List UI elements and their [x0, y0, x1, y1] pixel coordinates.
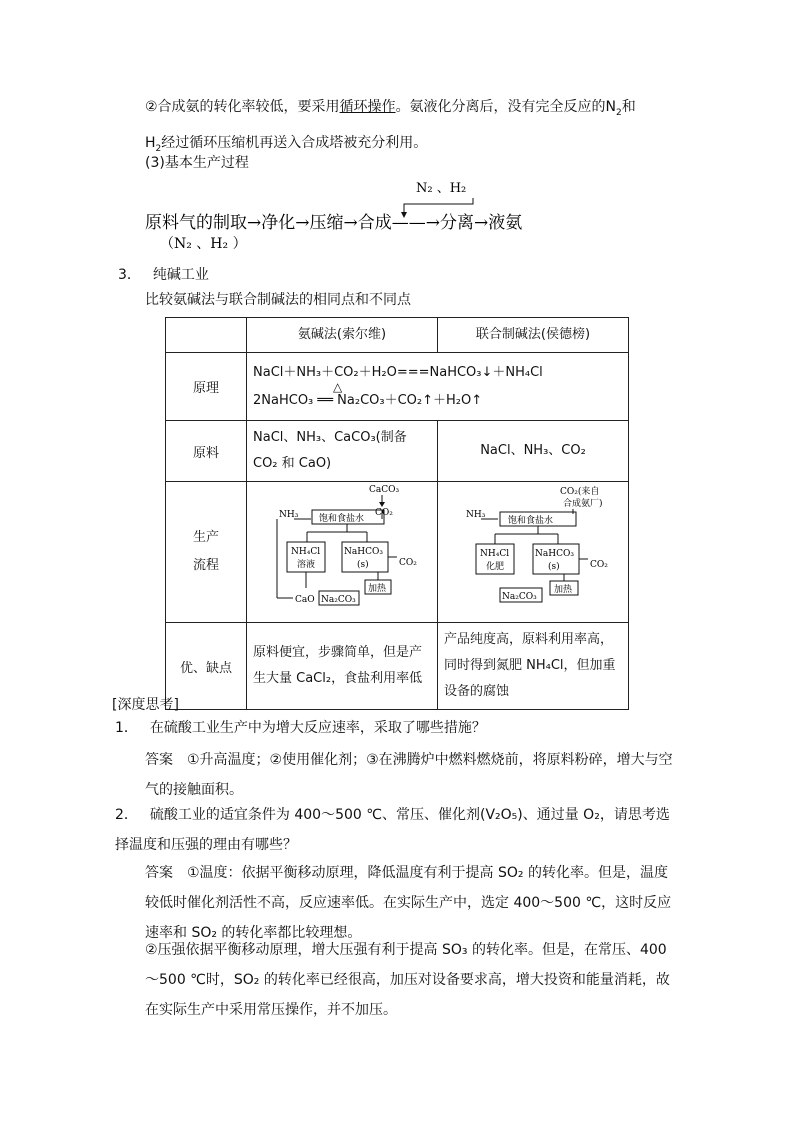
- paragraph-recycle: ②合成氨的转化率较低，要采用循环操作。氨液化分离后，没有完全反应的$N_2$和$H_2$经过循环压缩机再送入合成塔被充分利用。: [145, 99, 636, 154]
- svg-text:NH₃: NH₃: [466, 510, 486, 520]
- svg-text:Na₂CO₃: Na₂CO₃: [502, 592, 537, 602]
- principle-cell: [247, 353, 629, 421]
- compare-title: 比较氨碱法与联合制碱法的相同点和不同点: [145, 292, 411, 308]
- question-1: 1． 在硫酸工业生产中为增大反应速率，采取了哪些措施？: [115, 720, 486, 736]
- heading-soda: 3． 纯碱工业: [118, 267, 209, 283]
- process-hou: [438, 482, 629, 623]
- equation-1: NaCl＋NH₃＋CO₂＋H₂O===NaHCO₃↓＋NH₄Cl: [253, 364, 543, 380]
- hou-flowchart: [438, 482, 628, 618]
- svg-text:NaHCO₃: NaHCO₃: [535, 549, 574, 559]
- col-header-hou: 联合制碱法(侯德榜): [438, 318, 629, 353]
- row-label-materials: 原料: [166, 421, 247, 482]
- svg-text:合成氨厂): 合成氨厂): [563, 499, 603, 509]
- row-label-pros-cons: 优、缺点: [166, 623, 247, 710]
- comparison-table: [165, 317, 629, 710]
- process-ammonia-soda: [247, 482, 438, 623]
- svg-text:加热: 加热: [368, 584, 387, 594]
- svg-text:CO₂(来自: CO₂(来自: [560, 487, 600, 497]
- flow-top-label: N₂ 、H₂: [416, 181, 467, 196]
- svg-text:Na₂CO₃: Na₂CO₃: [321, 595, 356, 605]
- svg-text:(s): (s): [357, 560, 369, 570]
- svg-text:饱和食盐水: 饱和食盐水: [319, 514, 365, 524]
- svg-text:CO₂: CO₂: [590, 560, 608, 570]
- answer-2-pressure: ②压强依据平衡移动原理，增大压强有利于提高 SO₃ 的转化率。但是，在常压、400～500 ℃时，SO₂ 的转化率已经很高，加压对设备要求高，增大投资和能量消耗，故在实际生产中采用常压操作，并不加压。: [145, 942, 670, 1018]
- question-2: 2． 硫酸工业的适宜条件为 400～500 ℃、常压、催化剂(V₂O₅)、通过量 O₂，请思考选择温度和压强的理由有哪些？: [115, 807, 670, 853]
- svg-text:CaCO₃: CaCO₃: [369, 485, 400, 495]
- equation-2: △ 2NaHCO₃ ══ Na₂CO₃＋CO₂↑＋H₂O↑: [253, 387, 622, 415]
- materials-hou: NaCl、NH₃、CO₂: [438, 421, 629, 482]
- svg-text:CO₂: CO₂: [375, 508, 393, 518]
- ammonia-flow-diagram: [140, 170, 570, 260]
- svg-text:化肥: 化肥: [486, 562, 505, 572]
- svg-text:溶液: 溶液: [297, 560, 316, 570]
- pros-cons-ammonia-soda: 原料便宜，步骤简单，但是产生大量 CaCl₂，食盐利用率低: [247, 623, 438, 710]
- materials-ammonia-soda: NaCl、NH₃、CaCO₃(制备 CO₂ 和 CaO): [247, 421, 438, 482]
- flow-main: 原料气的制取→净化→压缩→合成——→分离→液氨: [145, 213, 523, 233]
- flow-sub-label: （N₂ 、H₂ ）: [160, 236, 247, 252]
- svg-text:CO₂: CO₂: [399, 558, 417, 568]
- ammonia-soda-flowchart: [247, 482, 437, 618]
- heat-condition: △: [333, 379, 343, 394]
- section-heading-3: (3)基本生产过程: [145, 155, 249, 171]
- deep-thinking-title: [深度思考]: [112, 697, 179, 713]
- answer-1: 答案 ①升高温度；②使用催化剂；③在沸腾炉中燃料燃烧前，将原料粉碎，增大与空气的接触面积。: [145, 752, 673, 798]
- recycle-arrow: [404, 198, 473, 214]
- answer-2-temperature: 答案 ①温度：依据平衡移动原理，降低温度有利于提高 SO₂ 的转化率。但是，温度较低时催化剂活性不高，反应速率低。在实际生产中，选定 400～500 ℃，这时反应速率和 SO₂ 的转化率都比较理想。: [145, 865, 672, 941]
- svg-text:NH₃: NH₃: [279, 510, 299, 520]
- row-label-principle: 原理: [166, 353, 247, 421]
- svg-text:饱和食盐水: 饱和食盐水: [508, 516, 554, 526]
- pros-cons-hou: 产品纯度高，原料利用率高，同时得到氮肥 NH₄Cl，但加重设备的腐蚀: [438, 623, 629, 710]
- svg-text:NH₄Cl: NH₄Cl: [291, 547, 321, 557]
- svg-text:加热: 加热: [554, 585, 573, 595]
- svg-text:(s): (s): [548, 562, 560, 572]
- row-label-process: 生产 流程: [166, 482, 247, 623]
- svg-text:CaO: CaO: [295, 595, 315, 605]
- svg-text:NH₄Cl: NH₄Cl: [480, 549, 510, 559]
- svg-text:NaHCO₃: NaHCO₃: [344, 547, 383, 557]
- underline-term: 循环操作: [339, 99, 396, 115]
- col-header-ammonia-soda: 氨碱法(索尔维): [247, 318, 438, 353]
